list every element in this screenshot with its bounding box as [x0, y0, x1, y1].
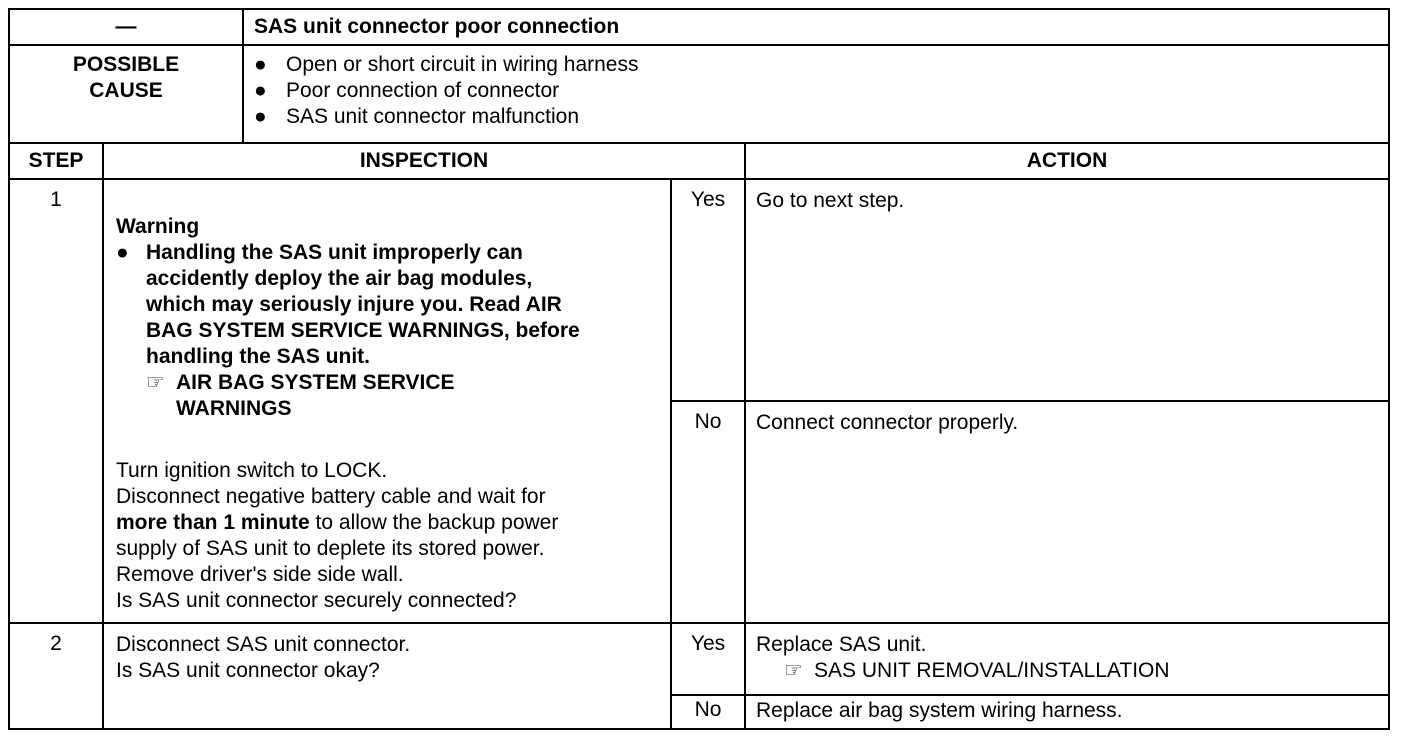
troubleshooting-document [8, 8, 1388, 728]
instruction-question: Is SAS unit connector securely connected? [116, 589, 517, 612]
bullet-icon: ● [254, 79, 267, 102]
hand-pointer-icon: ☞ [784, 659, 803, 682]
possible-cause-label-line2: CAUSE [89, 79, 163, 102]
possible-cause-label-line1: POSSIBLE [72, 53, 180, 76]
table-row [9, 179, 1389, 401]
instruction-line: Remove driver's side side wall. [116, 563, 404, 586]
table-row [9, 623, 1389, 695]
bullet-icon: ● [254, 105, 267, 128]
warning-item: ● Handling the SAS unit improperly can accidently deploy the air bag modules, which may seriously injure you. Read AIR BAG SYSTEM SERVICE WARNINGS, before handling the SAS unit. [116, 241, 580, 368]
removal-installation-link[interactable]: ☞ SAS UNIT REMOVAL/INSTALLATION [784, 659, 1170, 682]
yes-label: Yes [671, 179, 745, 401]
column-header-action: ACTION [745, 143, 1389, 179]
dtc-code: — [9, 9, 243, 45]
instruction-line: Disconnect negative battery cable and wait for [116, 485, 546, 508]
bullet-icon: ● [116, 241, 129, 264]
step-number: 2 [9, 623, 103, 729]
header-table [8, 8, 1390, 144]
warning-title: Warning [116, 215, 200, 238]
page-title: SAS unit connector poor connection [243, 9, 1389, 45]
yes-action: Go to next step. [745, 179, 1389, 401]
no-action: Connect connector properly. [745, 401, 1389, 623]
instruction-line: supply of SAS unit to deplete its stored power. [116, 537, 545, 560]
possible-cause-list [243, 45, 1389, 143]
possible-cause-label [9, 45, 243, 143]
bullet-icon: ● [254, 53, 267, 76]
hand-pointer-icon: ☞ [146, 371, 165, 394]
list-item: ● SAS unit connector malfunction [254, 105, 579, 128]
no-label: No [671, 401, 745, 623]
no-label: No [671, 695, 745, 729]
instruction-line: Turn ignition switch to LOCK. [116, 459, 388, 482]
column-header-step: STEP [9, 143, 103, 179]
step-2-inspection [103, 623, 671, 729]
instruction-line: more than 1 minute to allow the backup power [116, 511, 559, 534]
step-1-inspection [103, 179, 671, 623]
warning-reference-link[interactable]: ☞ AIR BAG SYSTEM SERVICE WARNINGS [146, 371, 455, 420]
column-header-inspection: INSPECTION [103, 143, 745, 179]
list-item: ● Poor connection of connector [254, 79, 560, 102]
instruction-question: Is SAS unit connector okay? [116, 659, 380, 682]
instruction-line: Disconnect SAS unit connector. [116, 633, 411, 656]
no-action: Replace air bag system wiring harness. [745, 695, 1389, 729]
yes-action: Replace SAS unit. ☞ SAS UNIT REMOVAL/INSTALLATION [745, 623, 1389, 695]
list-item: ● Open or short circuit in wiring harness [254, 53, 639, 76]
yes-label: Yes [671, 623, 745, 695]
steps-table [8, 142, 1390, 730]
step-number: 1 [9, 179, 103, 623]
